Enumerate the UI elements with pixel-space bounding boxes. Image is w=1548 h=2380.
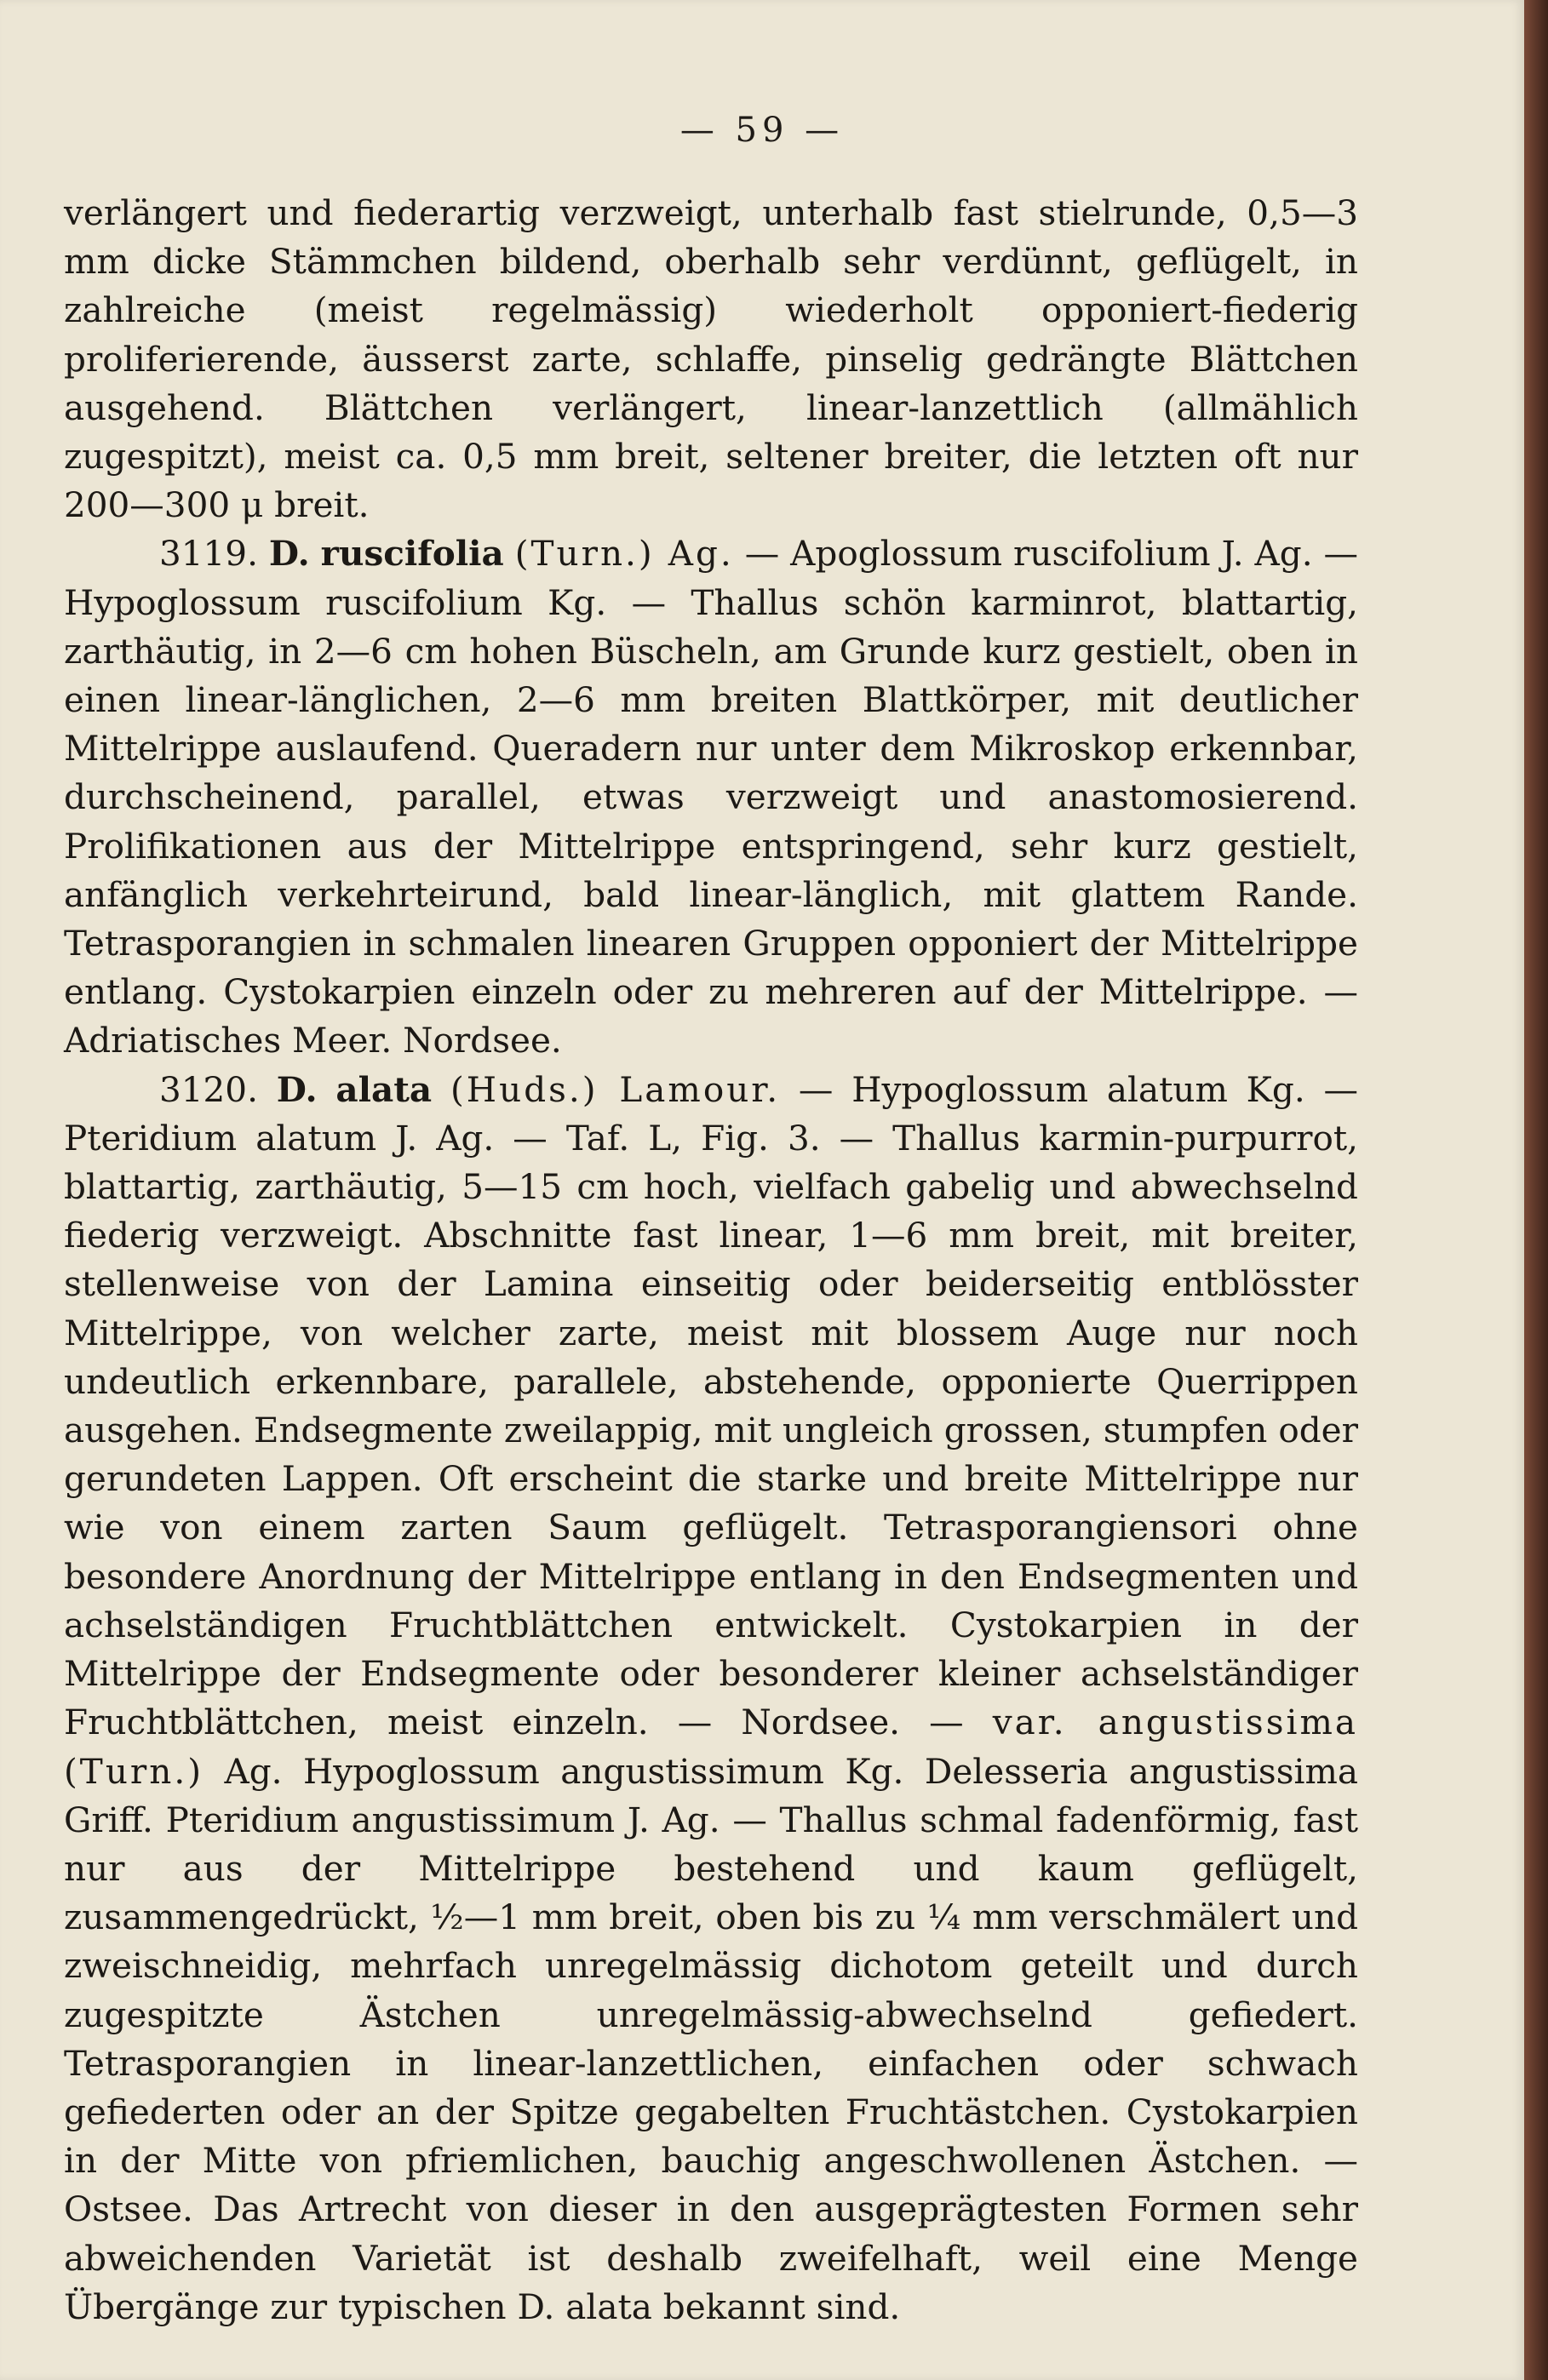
entry-3120 xyxy=(64,1066,1358,2331)
species-name: alata xyxy=(335,1068,433,1110)
page-number: — 59 — xyxy=(679,111,845,150)
variety-label: var. angustissima (Turn.) xyxy=(64,1702,1358,1792)
genus-abbrev: D. xyxy=(276,1068,318,1110)
entry-number: 3120. xyxy=(159,1068,258,1110)
paragraph-text: verlängert und fiederartig verzweigt, unterhalb fast stielrunde, 0,5—3 mm dicke Stämmchen bildend, oberhalb sehr verdünnt, geflügelt, in zahlreiche (meist regelmässig) wiederholt opponiert-fiederig proliferierende, äusserst zarte, schlaffe, pinselig gedrängte Blättchen ausgehend. Blättchen verlängert, linear-lanzettlich (allmählich zugespitzt), meist ca. 0,5 mm breit, seltener breiter, die letzten oft nur 200—300 μ breit. xyxy=(64,192,1358,526)
genus-abbrev: D. xyxy=(268,533,310,575)
paragraph-continuation xyxy=(64,189,1358,529)
book-edge xyxy=(1524,0,1548,2380)
entry-3119 xyxy=(64,529,1358,1065)
entry-description: — Apoglossum ruscifolium J. Ag. — Hypoglossum ruscifolium Kg. — Thallus schön karminrot, blattartig, zarthäutig, in 2—6 cm hohen Büscheln, am Grunde kurz gestielt, oben in einen linear-länglichen, 2—6 mm breiten Blattkörper, mit deutlicher Mittelrippe auslaufend. Queradern nur unter dem Mikroskop erkennbar, durchscheinend, parallel, etwas verzweigt und anastomosierend. Prolifikationen aus der Mittelrippe entspringend, sehr kurz gestielt, anfänglich verkehrteirund, bald linear-länglich, mit glattem Rande. Tetrasporangien in schmalen linearen Gruppen opponiert der Mittelrippe entlang. Cystokarpien einzeln oder zu mehreren auf der Mittelrippe. — Adriatisches Meer. Nordsee. xyxy=(64,533,1359,1061)
author-citation: (Turn.) Ag. xyxy=(514,533,734,575)
variety-description: Ag. Hypoglossum angustissimum Kg. Delesseria angustissima Griff. Pteridium angustissimum J. Ag. — Thallus schmal fadenförmig, fast nur aus der Mittelrippe bestehend und kaum geflügelt, zusammengedrückt, ½—1 mm breit, oben bis zu ¼ mm verschmälert und zweischneidig, mehrfach unregelmässig dichotom geteilt und durch zugespitzte Ästchen unregelmässig-abwechselnd gefiedert. Tetrasporangien in linear-lanzettlichen, einfachen oder schwach gefiederten oder an der Spitze gegabelten Fruchtästchen. Cystokarpien in der Mitte von pfriemlichen, bauchig angeschwollenen Ästchen. — Ostsee. Das Artrecht von dieser in den ausgeprägtesten Formen sehr abweichenden Varietät ist deshalb zweifelhaft, weil eine Menge Übergänge zur typischen D. alata bekannt sind. xyxy=(64,1750,1358,2327)
species-name: ruscifolia xyxy=(320,533,504,575)
entry-number: 3119. xyxy=(159,533,258,575)
entry-description: — Hypoglossum alatum Kg. — Pteridium alatum J. Ag. — Taf. L, Fig. 3. — Thallus karmin-purpurrot, blattartig, zarthäutig, 5—15 cm hoch, vielfach gabelig und abwechselnd fiederig verzweigt. Abschnitte fast linear, 1—6 mm breit, mit breiter, stellenweise von der Lamina einseitig oder beiderseitig entblösster Mittelrippe, von welcher zarte, meist mit blossem Auge nur noch undeutlich erkennbare, parallele, abstehende, opponierte Querrippen ausgehen. Endsegmente zweilappig, mit ungleich grossen, stumpfen oder gerundeten Lappen. Oft erscheint die starke und breite Mittelrippe nur wie von einem zarten Saum geflügelt. Tetrasporangiensori ohne besondere Anordnung der Mittelrippe entlang in den Endsegmenten und achselständigen Fruchtblättchen entwickelt. Cystokarpien in der Mittelrippe der Endsegmente oder besonderer kleiner achselständiger Fruchtblättchen, meist einzeln. — Nordsee. — xyxy=(64,1068,1359,1743)
author-citation: (Huds.) Lamour. xyxy=(450,1068,781,1110)
body-text xyxy=(64,189,1358,2331)
